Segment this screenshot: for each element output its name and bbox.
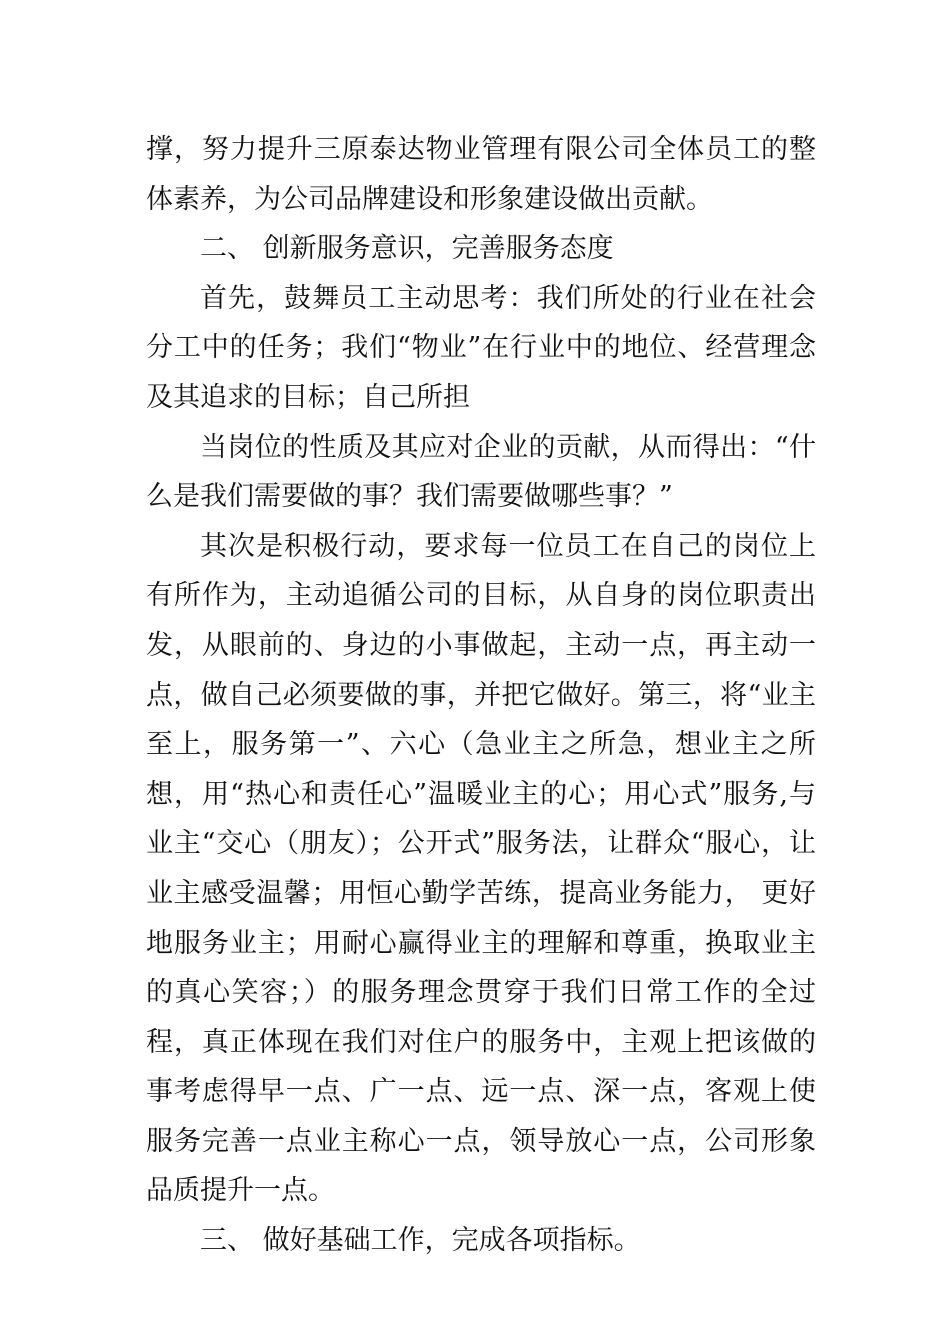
paragraph-question: 当岗位的性质及其应对企业的贡献，从而得出：“什么是我们需要做的事？我们需要做哪些事？” xyxy=(146,431,816,513)
paragraph-continuation: 撑，努力提升三原泰达物业管理有限公司全体员工的整体素养，为公司品牌建设和形象建设做出贡献。 xyxy=(146,134,816,215)
section-heading-3: 三、 做好基础工作，完成各项指标。 xyxy=(200,1225,641,1257)
paragraph-second: 其次是积极行动，要求每一位员工在自己的岗位上有所作为，主动追循公司的目标，从自身的岗位职责出发，从眼前的、身边的小事做起，主动一点，再主动一点，做自己必须要做的事，并把它做好。第三，将“业主至上，服务第一”、六心（急业主之所急，想业主之所想，用“热心和责任心”温暖业主的心；用心式”服务,与业主“交心（朋友）；公开式”服务法，让群众“服心，让业主感受温馨；用恒心勤学苦练，提高业务能力， 更好地服务业主；用耐心赢得业主的理解和尊重，换取业主的真心笑容；）的服务理念贯穿于我们日常工作的全过程，真正体现在我们对住户的服务中，主观上把该做的事考虑得早一点、广一点、远一点、深一点，客观上使服务完善一点业主称心一点，领导放心一点，公司形象品质提升一点。 xyxy=(146,530,816,1207)
document-body xyxy=(146,125,816,1266)
section-heading-2: 二、 创新服务意识，完善服务态度 xyxy=(200,233,614,265)
paragraph-first: 首先，鼓舞员工主动思考：我们所处的行业在社会分工中的任务；我们“物业”在行业中的地位、经营理念及其追求的目标；自己所担 xyxy=(146,282,816,413)
